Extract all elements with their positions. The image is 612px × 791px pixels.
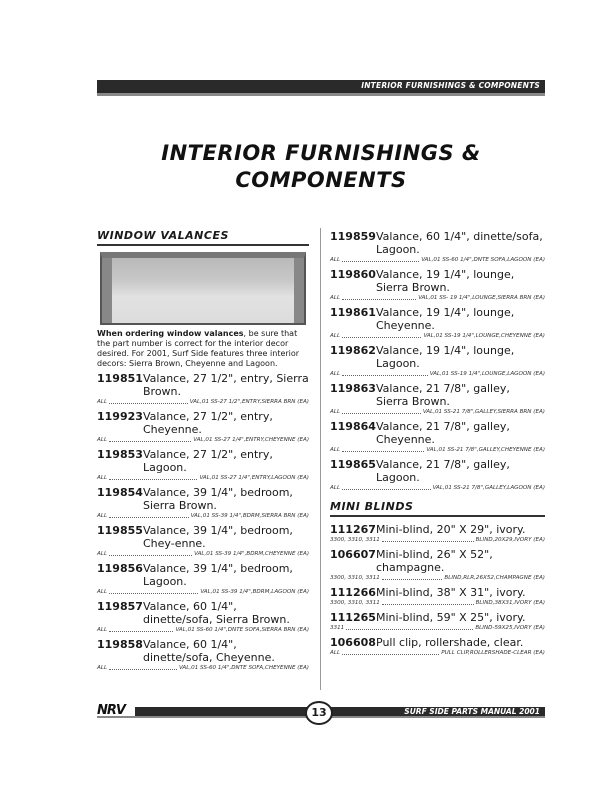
part-models: 3300, 3310, 3311 — [330, 600, 380, 606]
part-models: ALL — [330, 447, 341, 453]
part-code: VAL,01 SS-19 1/4",LOUNGE,CHEYENNE (EA) — [423, 333, 545, 339]
part-code: VAL,01 SS-39 1/4",BDRM,LAGOON (EA) — [200, 589, 309, 595]
part-number: 119863 — [330, 382, 376, 395]
part-item — [330, 344, 545, 378]
part-line — [330, 458, 545, 484]
part-description: Mini-blind, 38" X 31", ivory. — [376, 586, 526, 599]
leader-dots — [109, 626, 173, 632]
part-number: 119853 — [97, 448, 143, 461]
part-models: ALL — [97, 551, 108, 557]
part-number: 119858 — [97, 638, 143, 651]
left-column — [97, 229, 309, 676]
part-item — [330, 268, 545, 302]
page-title-line1: INTERIOR FURNISHINGS & — [161, 141, 481, 165]
part-code-line — [330, 294, 545, 302]
part-description: Pull clip, rollershade, clear. — [376, 636, 524, 649]
part-code: VAL,01 SS-27 1/4",ENTRY,CHEYENNE (EA) — [193, 437, 309, 443]
leader-dots — [109, 512, 189, 518]
leader-dots — [109, 588, 198, 594]
leader-dots — [382, 536, 474, 542]
part-models: ALL — [97, 399, 108, 405]
part-code-line — [330, 256, 545, 264]
part-models: 3300, 3310, 3311 — [330, 575, 380, 581]
part-code-line — [97, 398, 309, 406]
part-description: Valance, 39 1/4", bedroom, Lagoon. — [143, 562, 293, 588]
part-code-line — [97, 664, 309, 672]
part-item — [97, 448, 309, 482]
part-number: 119854 — [97, 486, 143, 499]
part-code: VAL,01 SS-19 1/4",LOUNGE,LAGOON (EA) — [429, 371, 545, 377]
header-section-title: INTERIOR FURNISHINGS & COMPONENTS — [361, 81, 540, 90]
leader-dots — [342, 370, 428, 376]
part-code-line — [97, 626, 309, 634]
part-line — [330, 611, 545, 624]
intro-bold: When ordering window valances — [97, 329, 244, 338]
part-item — [97, 372, 309, 406]
part-line — [330, 382, 545, 408]
part-code-line — [330, 446, 545, 454]
leader-dots — [109, 474, 197, 480]
section-heading-window-valances: WINDOW VALANCES — [97, 229, 309, 246]
valance-photo — [100, 252, 306, 325]
part-number: 119855 — [97, 524, 143, 537]
part-code: VAL,01 SS-39 1/4",BDRM,CHEYENNE (EA) — [194, 551, 309, 557]
leader-dots — [342, 408, 421, 414]
section-heading-mini-blinds: MINI BLINDS — [330, 500, 545, 517]
part-code: VAL,01 SS-60 1/4",DNTE SOFA,LAGOON (EA) — [421, 257, 545, 263]
part-line — [97, 562, 309, 588]
part-code: BLIND,20X29,IVORY (EA) — [475, 537, 545, 543]
leader-dots — [342, 332, 421, 338]
part-number: 106608 — [330, 636, 376, 649]
part-code-line — [330, 370, 545, 378]
part-models: ALL — [330, 650, 341, 656]
part-code-line — [97, 512, 309, 520]
part-code: VAL,01 SS-60 1/4",DNTE SOFA,SIERRA BRN (EA) — [175, 627, 309, 633]
part-code-line — [330, 332, 545, 340]
part-models: ALL — [97, 627, 108, 633]
part-number: 111266 — [330, 586, 376, 599]
part-code-line — [330, 408, 545, 416]
part-models: ALL — [330, 409, 341, 415]
part-line — [330, 306, 545, 332]
footer-manual-title: SURF SIDE PARTS MANUAL 2001 — [404, 707, 540, 716]
part-code-line — [330, 649, 545, 657]
leader-dots — [382, 599, 474, 605]
intro-rest: , be sure that the part number is correct for the interior decor desired. For 2001, Surf Side features three interior decors: Sierra Brown, Cheyenne and Lagoon. — [97, 329, 300, 368]
part-number: 119857 — [97, 600, 143, 613]
right-column — [330, 230, 545, 661]
part-line — [330, 548, 545, 574]
part-code-line — [330, 599, 545, 607]
part-number: 111267 — [330, 523, 376, 536]
part-models: ALL — [330, 295, 341, 301]
part-code: BLIND,38X31,IVORY (EA) — [475, 600, 545, 606]
part-item — [330, 382, 545, 416]
part-item — [330, 230, 545, 264]
part-models: ALL — [97, 665, 108, 671]
part-models: ALL — [97, 513, 108, 519]
part-description: Valance, 27 1/2", entry, Lagoon. — [143, 448, 273, 474]
part-models: ALL — [330, 485, 341, 491]
part-item — [97, 562, 309, 596]
part-code: VAL,01 SS- 19 1/4",LOUNGE,SIERRA BRN (EA) — [418, 295, 545, 301]
part-code: VAL,01 SS-39 1/4",BDRM,SIERRA BRN (EA) — [190, 513, 309, 519]
part-description: Mini-blind, 26" X 52", champagne. — [376, 548, 493, 574]
intro-text — [97, 329, 309, 369]
part-models: 3311 — [330, 625, 345, 631]
part-code-line — [330, 484, 545, 492]
header-rule — [97, 93, 545, 96]
part-description: Valance, 21 7/8", galley, Lagoon. — [376, 458, 510, 484]
part-number: 111265 — [330, 611, 376, 624]
leader-dots — [346, 624, 473, 630]
part-number: 119851 — [97, 372, 143, 385]
part-line — [97, 448, 309, 474]
part-item — [330, 458, 545, 492]
leader-dots — [109, 550, 192, 556]
part-code-line — [97, 550, 309, 558]
part-code: BLIND-59X25,IVORY (EA) — [475, 625, 545, 631]
part-description: Valance, 60 1/4", dinette/sofa, Sierra Brown. — [143, 600, 290, 626]
part-line — [330, 523, 545, 536]
part-number: 119860 — [330, 268, 376, 281]
page-title-line2: COMPONENTS — [235, 168, 407, 192]
part-line — [330, 268, 545, 294]
part-models: ALL — [330, 257, 341, 263]
part-code: VAL,01 SS-21 7/8",GALLEY,CHEYENNE (EA) — [426, 447, 545, 453]
part-code: VAL,01 SS-60 1/4",DNTE SOFA,CHEYENNE (EA) — [178, 665, 309, 671]
part-item — [330, 548, 545, 582]
part-line — [97, 372, 309, 398]
part-models: ALL — [330, 371, 341, 377]
part-line — [330, 636, 545, 649]
part-code-line — [330, 624, 545, 632]
part-code: VAL,01 SS-27 1/4",ENTRY,LAGOON (EA) — [199, 475, 309, 481]
part-description: Valance, 60 1/4", dinette/sofa, Cheyenne. — [143, 638, 275, 664]
part-code: PULL CLIP,ROLLERSHADE-CLEAR (EA) — [441, 650, 545, 656]
part-item — [97, 410, 309, 444]
part-number: 119865 — [330, 458, 376, 471]
part-item — [330, 611, 545, 632]
part-item — [330, 306, 545, 340]
part-item — [97, 638, 309, 672]
part-description: Valance, 19 1/4", lounge, Sierra Brown. — [376, 268, 515, 294]
part-item — [97, 524, 309, 558]
part-description: Valance, 60 1/4", dinette/sofa, Lagoon. — [376, 230, 543, 256]
part-description: Valance, 19 1/4", lounge, Cheyenne. — [376, 306, 515, 332]
part-line — [330, 230, 545, 256]
page-number: 13 — [305, 701, 333, 725]
part-item — [97, 600, 309, 634]
page-title — [97, 140, 545, 194]
leader-dots — [382, 574, 443, 580]
part-number: 106607 — [330, 548, 376, 561]
nrv-logo: NRV — [97, 703, 125, 718]
part-number: 119923 — [97, 410, 143, 423]
part-number: 119856 — [97, 562, 143, 575]
part-line — [330, 344, 545, 370]
leader-dots — [109, 398, 188, 404]
part-description: Valance, 21 7/8", galley, Cheyenne. — [376, 420, 510, 446]
part-item — [330, 636, 545, 657]
part-line — [97, 600, 309, 626]
part-item — [330, 523, 545, 544]
part-item — [330, 420, 545, 454]
part-number: 119862 — [330, 344, 376, 357]
part-code: BLIND,RLR,26X52,CHAMPAGNE (EA) — [444, 575, 545, 581]
part-code-line — [330, 574, 545, 582]
leader-dots — [109, 436, 191, 442]
part-line — [97, 638, 309, 664]
part-description: Valance, 19 1/4", lounge, Lagoon. — [376, 344, 515, 370]
part-number: 119859 — [330, 230, 376, 243]
column-divider — [320, 228, 321, 690]
leader-dots — [342, 446, 424, 452]
part-line — [97, 524, 309, 550]
part-code: VAL,01 SS-27 1/2",ENTRY,SIERRA BRN (EA) — [189, 399, 309, 405]
part-code-line — [97, 474, 309, 482]
part-description: Valance, 39 1/4", bedroom, Chey-enne. — [143, 524, 293, 550]
part-code: VAL,01 SS-21 7/8",GALLEY,SIERRA BRN (EA) — [422, 409, 545, 415]
part-number: 119864 — [330, 420, 376, 433]
leader-dots — [342, 294, 416, 300]
part-code: VAL,01 SS-21 7/8",GALLEY,LAGOON (EA) — [432, 485, 545, 491]
part-line — [330, 420, 545, 446]
part-models: ALL — [330, 333, 341, 339]
leader-dots — [342, 484, 431, 490]
part-number: 119861 — [330, 306, 376, 319]
part-models: ALL — [97, 437, 108, 443]
part-line — [97, 486, 309, 512]
part-description: Mini-blind, 20" X 29", ivory. — [376, 523, 526, 536]
leader-dots — [109, 664, 177, 670]
part-item — [330, 586, 545, 607]
part-description: Valance, 39 1/4", bedroom, Sierra Brown. — [143, 486, 293, 512]
part-description: Valance, 27 1/2", entry, Sierra Brown. — [143, 372, 309, 398]
part-code-line — [97, 588, 309, 596]
part-code-line — [330, 536, 545, 544]
part-line — [97, 410, 309, 436]
part-line — [330, 586, 545, 599]
part-code-line — [97, 436, 309, 444]
part-description: Valance, 27 1/2", entry, Cheyenne. — [143, 410, 273, 436]
part-models: ALL — [97, 475, 108, 481]
part-models: ALL — [97, 589, 108, 595]
part-description: Mini-blind, 59" X 25", ivory. — [376, 611, 526, 624]
leader-dots — [342, 256, 419, 262]
leader-dots — [342, 649, 439, 655]
part-item — [97, 486, 309, 520]
part-description: Valance, 21 7/8", galley, Sierra Brown. — [376, 382, 510, 408]
part-models: 3300, 3310, 3311 — [330, 537, 380, 543]
